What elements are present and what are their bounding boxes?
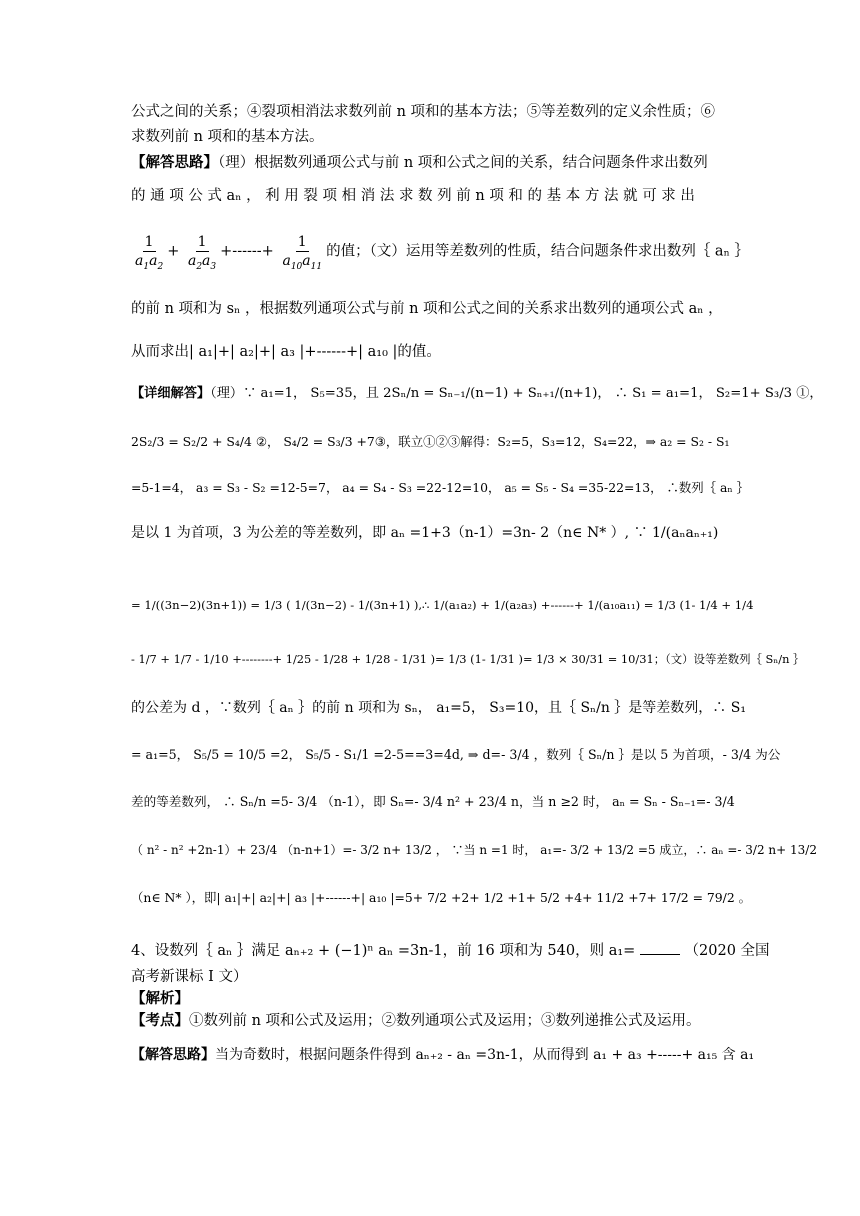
section-label-answer-idea: 【解答思路】 <box>131 154 218 171</box>
text-line-18: （n∈ N* ），即| a₁|+| a₂|+| a₃ |+------+| a₁₀ |=5+ 7/2 +2+ 1/2 +1+ 5/2 +4+ 11/2 +7+ 17/2 = 79/2 。 <box>131 890 752 905</box>
text-line-22-body: ①数列前 n 项和公式及运用；②数列通项公式及运用；③数列递推公式及运用。 <box>189 1013 701 1029</box>
text-line-12: = 1/((3n−2)(3n+1)) = 1/3 ( 1/(3n−2) - 1/(3n+1) ),∴ 1/(a₁a₂) + 1/(a₂a₃) +------+ 1/(a₁₀a₁₁) = 1/3 (1- 1/4 + 1/4 <box>131 598 754 612</box>
text-line-23-body: 当为奇数时，根据问题条件得到 aₙ₊₂ - aₙ =3n-1，从而得到 a₁ + a₃ +-----+ a₁₅ 含 a₁ <box>215 1047 755 1063</box>
section-label-key-points: 【考点】 <box>131 1012 189 1029</box>
text-line-20: 高考新课标 I 文） <box>131 969 248 985</box>
text-line-1: 公式之间的关系；④裂项相消法求数列前 n 项和的基本方法；⑤等差数列的定义余性质；⑥ <box>131 104 716 120</box>
text-line-8-body: （理）∵ a₁=1， S₅=35，且 2Sₙ/n = Sₙ₋₁/(n−1) + Sₙ₊₁/(n+1)， ∴ S₁ = a₁=1， S₂=1+ S₃/3 ①， <box>210 386 823 401</box>
text-line-5: $\frac{1}{a_1a_2}$ + $\frac{1}{a_2a_3}$ +------+ $\frac{1}{a_{10}a_{11}}$ 的值；（文）运用等差数列的性质，结合问题条件求出数列｛ aₙ ｝ <box>135 234 749 272</box>
text-line-14: 的公差为 d ，∵数列｛ aₙ ｝的前 n 项和为 sₙ， a₁=5， S₃=10，且｛ Sₙ/n ｝是等差数列，∴ S₁ <box>131 700 746 716</box>
text-line-6: 的前 n 项和为 sₙ ，根据数列通项公式与前 n 项和公式之间的关系求出数列的通项公式 aₙ ， <box>131 301 723 317</box>
fraction-1-a1a2: $\frac{1}{a_1a_2}$ <box>135 234 164 272</box>
text-line-7: 从而求出| a₁|+| a₂|+| a₃ |+------+| a₁₀ |的值。 <box>131 344 441 360</box>
text-line-10: =5-1=4， a₃ = S₃ - S₂ =12-5=7， a₄ = S₄ - S₃ =22-12=10， a₅ = S₅ - S₄ =35-22=13， ∴数列｛ aₙ ｝ <box>131 480 750 495</box>
text-line-19 <box>131 940 770 961</box>
text-line-13: - 1/7 + 1/7 - 1/10 +--------+ 1/25 - 1/28 + 1/28 - 1/31 )= 1/3 (1- 1/31 )= 1/3 × 30/31 = 10/31；（文）设等差数列｛ Sₙ/n ｝ <box>131 652 805 666</box>
text-line-3 <box>131 153 731 173</box>
text-line-11: 是以 1 为首项，3 为公差的等差数列，即 aₙ =1+3（n-1）=3n- 2（n∈ N* ）, ∵ 1/(aₙaₙ₊₁) <box>131 525 719 541</box>
section-label-detailed-answer: 【详细解答】 <box>131 386 211 401</box>
text-line-23 <box>131 1045 755 1065</box>
text-line-5-body: 的值；（文）运用等差数列的性质，结合问题条件求出数列｛ aₙ ｝ <box>326 243 749 260</box>
text-line-4: 的 通 项 公 式 aₙ ， 利 用 裂 项 相 消 法 求 数 列 前 n 项 和 的 基 本 方 法 就 可 求 出 <box>131 188 695 204</box>
section-label-analysis: 【解析】 <box>131 990 189 1007</box>
text-line-2: 求数列前 n 项和的基本方法。 <box>131 129 324 145</box>
problem-4-statement: 4、设数列｛ aₙ ｝满足 aₙ₊₂ + (−1)ⁿ aₙ =3n-1，前 16 项和为 540，则 a₁= <box>131 943 636 959</box>
problem-4-source: （2020 全国 <box>684 943 770 959</box>
text-line-15: = a₁=5， S₅/5 = 10/5 =2， S₅/5 - S₁/1 =2-5==3=4d, ⇒ d=- 3/4 ，数列｛ Sₙ/n ｝是以 5 为首项，- 3/4 为公 <box>131 747 781 762</box>
answer-blank <box>640 940 680 955</box>
text-line-3-body: （理）根据数列通项公式与前 n 项和公式之间的关系，结合问题条件求出数列 <box>218 155 708 171</box>
section-label-answer-idea-2: 【解答思路】 <box>131 1047 215 1063</box>
text-line-17: （ n² - n² +2n-1）+ 23/4 （n-n+1）=- 3/2 n+ 13/2 ， ∵当 n =1 时， a₁=- 3/2 + 13/2 =5 成立，∴ aₙ =- 3/2 n+ 13/2 <box>131 843 817 857</box>
fraction-1-a2a3: $\frac{1}{a_2a_3}$ <box>187 234 217 272</box>
text-line-16: 差的等差数列， ∴ Sₙ/n =5- 3/4 （n-1），即 Sₙ=- 3/4 n² + 23/4 n，当 n ≥2 时， aₙ = Sₙ - Sₙ₋₁=- 3/4 <box>131 794 735 809</box>
text-line-9: 2S₂/3 = S₂/2 + S₄/4 ②， S₄/2 = S₃/3 +7③，联立①②③解得：S₂=5，S₃=12，S₄=22，⇒ a₂ = S₂ - S₁ <box>131 434 730 449</box>
fraction-1-a10a11: $\frac{1}{a_{10}a_{11}}$ <box>282 234 323 272</box>
text-line-22 <box>131 1011 731 1031</box>
text-line-8 <box>131 384 823 404</box>
